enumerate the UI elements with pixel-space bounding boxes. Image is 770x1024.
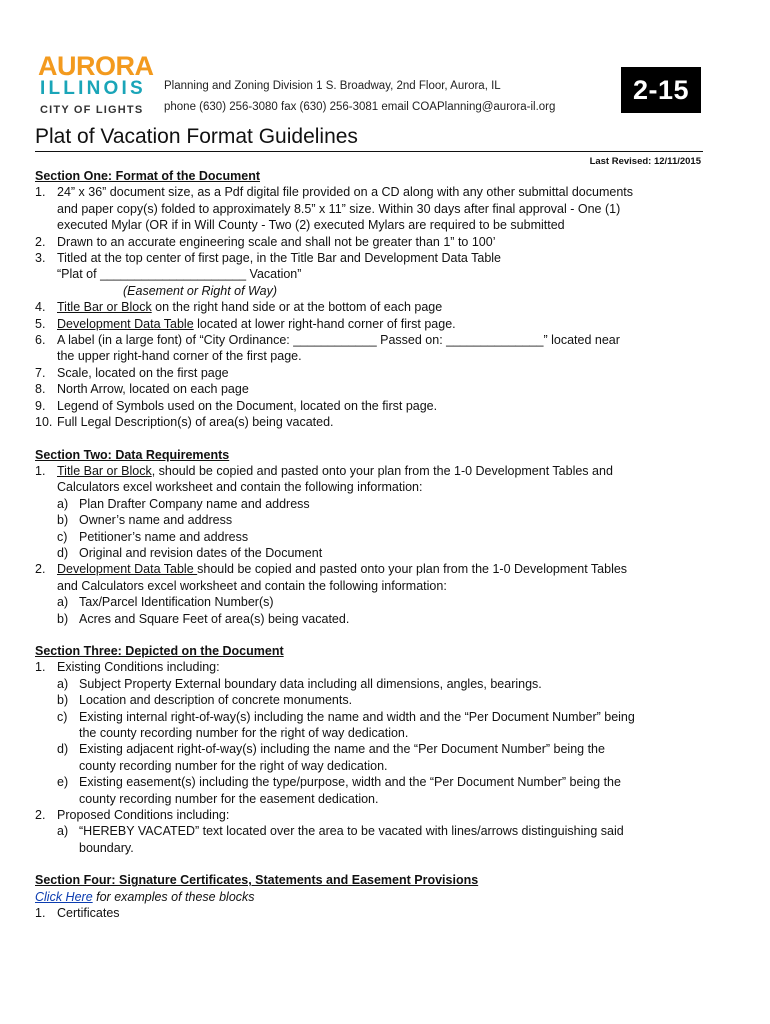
form-number-badge: 2-15: [621, 67, 701, 113]
list-item: 4. Title Bar or Block on the right hand side or at the bottom of each page: [35, 300, 443, 315]
list-item: 10. Full Legal Description(s) of area(s) being vacated.: [35, 415, 334, 430]
sub-item: b) Location and description of concrete monuments.: [57, 693, 353, 708]
logo-illinois-text: ILLINOIS: [40, 78, 146, 99]
section-two-heading: Section Two: Data Requirements: [35, 447, 230, 462]
click-here-link[interactable]: Click Here: [35, 889, 93, 904]
last-revised: Last Revised: 12/11/2015: [589, 156, 701, 167]
list-item: 6. A label (in a large font) of “City Ordinance: ____________ Passed on: ______________” located near the upper right-hand corner of the first page.: [35, 333, 620, 364]
sub-item: b) Owner’s name and address: [57, 513, 233, 528]
list-item: 5. Development Data Table located at lower right-hand corner of first page.: [35, 316, 456, 331]
sub-item: d) Existing adjacent right-of-way(s) including the name and the “Per Document Number” being the county recording number for the right of way dedication.: [57, 742, 605, 773]
plat-title-template: “Plat of _____________________ Vacation”: [57, 267, 302, 282]
list-item: 7. Scale, located on the first page: [35, 365, 229, 380]
list-item: 1. Title Bar or Block, should be copied and pasted onto your plan from the 1-0 Development Tables and Calculators excel worksheet and contain the following information:: [35, 463, 613, 495]
sub-item: e) Existing easement(s) including the type/purpose, width and the “Per Document Number” being the county recording number for the easement dedication.: [57, 775, 621, 806]
list-item: 2. Development Data Table should be copied and pasted onto your plan from the 1-0 Development Tables and Calculators excel worksheet and contain the following information:: [35, 562, 628, 593]
list-item: 1. Certificates: [35, 906, 120, 921]
sub-item: d) Original and revision dates of the Document: [57, 545, 323, 560]
aurora-logo: [36, 50, 158, 120]
header-phone-email: phone (630) 256-3080 fax (630) 256-3081 email COAPlanning@aurora-il.org: [164, 101, 556, 113]
sub-item: a) Plan Drafter Company name and address: [57, 496, 310, 511]
sub-item: a) Tax/Parcel Identification Number(s): [57, 595, 274, 610]
list-item: 3. Titled at the top center of first page, in the Title Bar and Development Data Table: [35, 251, 502, 266]
page-title: Plat of Vacation Format Guidelines: [35, 125, 358, 148]
section-one-heading: Section One: Format of the Document: [35, 169, 261, 183]
header-contact: [164, 76, 555, 118]
list-item: 1. Existing Conditions including:: [35, 660, 220, 675]
list-item: 9. Legend of Symbols used on the Document, located on the first page.: [35, 398, 438, 413]
list-item: 2. Drawn to an accurate engineering scale and shall not be greater than 1” to 100’: [35, 234, 496, 249]
sub-item: a) “HEREBY VACATED” text located over the area to be vacated with lines/arrows distinguishing said boundary.: [57, 824, 624, 855]
plat-title-subtext: (Easement or Right of Way): [123, 283, 277, 298]
sub-item: c) Petitioner’s name and address: [57, 529, 249, 544]
list-item: 1. 24” x 36” document size, as a Pdf digital file provided on a CD along with any other submittal documents and paper copy(s) folded to approximately 8.5” x 11” size. Within 30 days after final approval - One (1) executed Mylar (OR if in Will County - Two (2) executed Mylars are required to be submitted: [35, 185, 634, 233]
title-divider: [35, 151, 703, 152]
logo-city-text: CITY OF LIGHTS: [40, 104, 144, 116]
logo-aurora-text: AURORA: [38, 51, 154, 81]
list-item: 8. North Arrow, located on each page: [35, 382, 249, 397]
document-body: [35, 168, 710, 921]
examples-line: Click Here for examples of these blocks: [35, 889, 255, 904]
sub-item: b) Acres and Square Feet of area(s) being vacated.: [57, 611, 350, 626]
section-three-heading: Section Three: Depicted on the Document: [35, 643, 284, 658]
sub-item: c) Existing internal right-of-way(s) including the name and width and the “Per Document Number” being the county recording number for the right of way dedication.: [57, 709, 635, 740]
list-item: 2. Proposed Conditions including:: [35, 808, 230, 823]
sub-item: a) Subject Property External boundary data including all dimensions, angles, bearings.: [57, 676, 542, 691]
section-four-heading: Section Four: Signature Certificates, Statements and Easement Provisions: [35, 873, 479, 888]
header-address: Planning and Zoning Division 1 S. Broadway, 2nd Floor, Aurora, IL: [164, 80, 501, 92]
